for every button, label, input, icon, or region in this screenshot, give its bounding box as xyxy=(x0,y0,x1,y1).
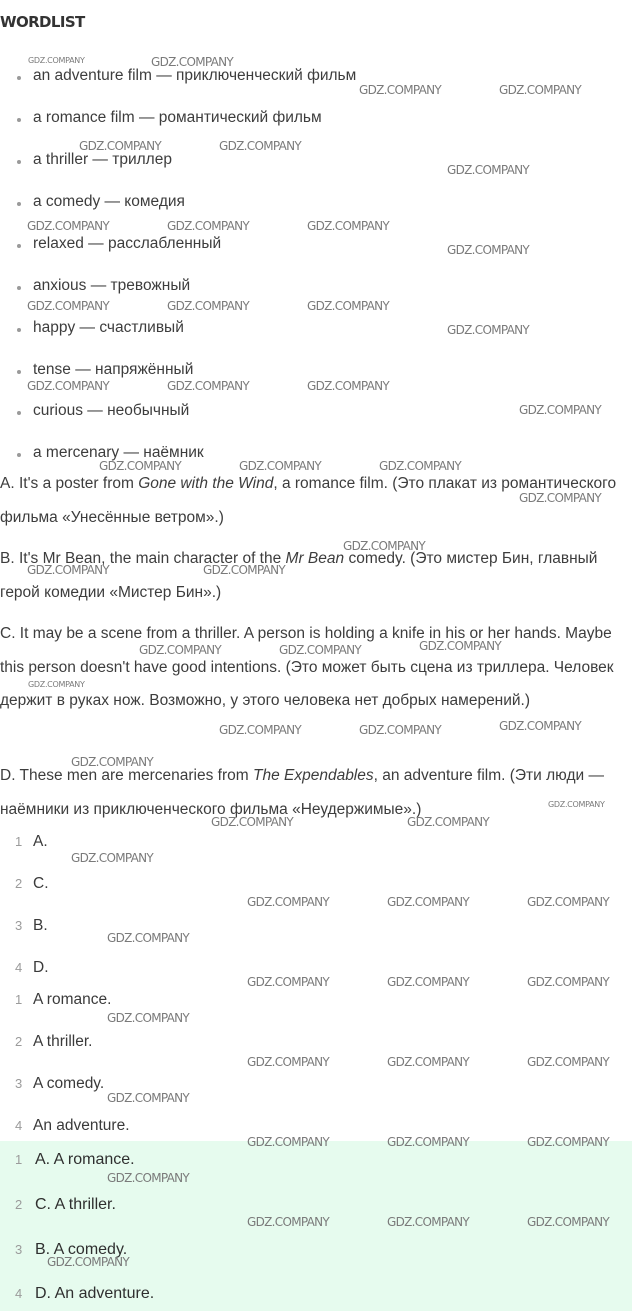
wordlist-entry: happy — счастливый xyxy=(33,319,184,336)
bullet-icon xyxy=(17,411,21,415)
watermark: GDZ.COMPANY xyxy=(379,459,462,473)
film-title: Mr Bean xyxy=(285,550,345,567)
item-number: 2 xyxy=(15,876,23,891)
watermark: GDZ.COMPANY xyxy=(387,1135,470,1149)
watermark: GDZ.COMPANY xyxy=(419,639,502,653)
item-number: 1 xyxy=(15,834,23,849)
watermark: GDZ.COMPANY xyxy=(407,815,490,829)
watermark: GDZ.COMPANY xyxy=(247,895,330,909)
item-number: 2 xyxy=(15,1197,23,1212)
watermark: GDZ.COMPANY xyxy=(79,139,162,153)
watermark: GDZ.COMPANY xyxy=(28,56,85,65)
wordlist-entry: an adventure film — приключенческий фильм xyxy=(33,67,357,84)
wordlist-entry: anxious — тревожный xyxy=(33,277,191,294)
item-number: 1 xyxy=(15,992,23,1007)
watermark: GDZ.COMPANY xyxy=(27,563,110,577)
paragraph-b-start: B. It's Mr Bean, the main character of the xyxy=(0,550,286,567)
paragraph-d-start: D. These men are mercenaries from xyxy=(0,767,253,784)
watermark: GDZ.COMPANY xyxy=(211,815,294,829)
watermark: GDZ.COMPANY xyxy=(239,459,322,473)
paragraph-a-end: , a romance film. (Это плакат из романтического фильма «Унесённые ветром».) xyxy=(0,475,617,526)
watermark: GDZ.COMPANY xyxy=(548,800,605,809)
watermark: GDZ.COMPANY xyxy=(359,83,442,97)
item-number: 1 xyxy=(15,1152,23,1167)
bullet-icon xyxy=(17,328,21,332)
watermark: GDZ.COMPANY xyxy=(247,975,330,989)
item-text: D. xyxy=(33,959,49,976)
watermark: GDZ.COMPANY xyxy=(107,1011,190,1025)
watermark: GDZ.COMPANY xyxy=(447,243,530,257)
watermark: GDZ.COMPANY xyxy=(359,723,442,737)
watermark: GDZ.COMPANY xyxy=(107,931,190,945)
item-text: A thriller. xyxy=(33,1033,93,1050)
watermark: GDZ.COMPANY xyxy=(71,755,154,769)
wordlist-entry: a mercenary — наёмник xyxy=(33,444,204,461)
item-number: 3 xyxy=(15,918,23,933)
watermark: GDZ.COMPANY xyxy=(447,163,530,177)
watermark: GDZ.COMPANY xyxy=(387,1215,470,1229)
item-text: C. xyxy=(33,875,49,892)
paragraph-a-start: A. It's a poster from xyxy=(0,475,139,492)
item-number: 3 xyxy=(15,1242,23,1257)
paragraph-b-end: comedy. (Это мистер Бин, главный герой комедии «Мистер Бин».) xyxy=(0,550,598,601)
watermark: GDZ.COMPANY xyxy=(247,1135,330,1149)
bullet-icon xyxy=(17,453,21,457)
wordlist-heading: WORDLIST xyxy=(0,13,85,31)
watermark: GDZ.COMPANY xyxy=(203,563,286,577)
bullet-icon xyxy=(17,244,21,248)
watermark: GDZ.COMPANY xyxy=(27,219,110,233)
watermark: GDZ.COMPANY xyxy=(27,299,110,313)
watermark: GDZ.COMPANY xyxy=(71,851,154,865)
paragraph-d-end: , an adventure film. (Эти люди — наёмники из приключенческого фильма «Неудержимые».) xyxy=(0,767,604,818)
item-number: 4 xyxy=(15,1286,23,1301)
wordlist-entry: tense — напряжённый xyxy=(33,361,194,378)
item-number: 4 xyxy=(15,960,23,975)
watermark: GDZ.COMPANY xyxy=(151,55,234,69)
bullet-icon xyxy=(17,202,21,206)
watermark: GDZ.COMPANY xyxy=(107,1091,190,1105)
watermark: GDZ.COMPANY xyxy=(247,1215,330,1229)
wordlist-entry: a comedy — комедия xyxy=(33,193,185,210)
watermark: GDZ.COMPANY xyxy=(527,1215,610,1229)
film-title: The Expendables xyxy=(252,767,374,784)
watermark: GDZ.COMPANY xyxy=(247,1055,330,1069)
item-number: 4 xyxy=(15,1118,23,1133)
item-text: B. A comedy. xyxy=(35,1241,128,1258)
item-text: B. xyxy=(33,917,48,934)
watermark: GDZ.COMPANY xyxy=(307,299,390,313)
item-text: D. An adventure. xyxy=(35,1285,155,1302)
paragraph-c: C. It may be a scene from a thriller. A person is holding a knife in his or her hands. Maybe this person doesn't have good intentions. (Это может быть сцена из триллера. Человек держит в руках нож. Возможно, у этого человека нет добрых намерений.) xyxy=(0,625,614,709)
watermark: GDZ.COMPANY xyxy=(447,323,530,337)
bullet-icon xyxy=(17,76,21,80)
watermark: GDZ.COMPANY xyxy=(167,219,250,233)
item-text: A romance. xyxy=(33,991,112,1008)
item-text: C. A thriller. xyxy=(35,1196,116,1213)
watermark: GDZ.COMPANY xyxy=(279,643,362,657)
paragraph-d xyxy=(0,759,632,826)
watermark: GDZ.COMPANY xyxy=(519,491,602,505)
watermark: GDZ.COMPANY xyxy=(527,975,610,989)
item-text: A. xyxy=(33,833,48,850)
bullet-icon xyxy=(17,370,21,374)
watermark: GDZ.COMPANY xyxy=(99,459,182,473)
watermark: GDZ.COMPANY xyxy=(519,403,602,417)
watermark: GDZ.COMPANY xyxy=(307,379,390,393)
watermark: GDZ.COMPANY xyxy=(527,1135,610,1149)
watermark: GDZ.COMPANY xyxy=(307,219,390,233)
watermark: GDZ.COMPANY xyxy=(107,1171,190,1185)
item-text: A comedy. xyxy=(33,1075,105,1092)
bullet-icon xyxy=(17,118,21,122)
watermark: GDZ.COMPANY xyxy=(343,539,426,553)
bullet-icon xyxy=(17,160,21,164)
item-text: An adventure. xyxy=(33,1117,130,1134)
wordlist-entry: a thriller — триллер xyxy=(33,151,172,168)
watermark: GDZ.COMPANY xyxy=(47,1255,130,1269)
watermark: GDZ.COMPANY xyxy=(387,1055,470,1069)
wordlist-entry: a romance film — романтический фильм xyxy=(33,109,322,126)
item-text: A. A romance. xyxy=(35,1151,135,1168)
watermark: GDZ.COMPANY xyxy=(527,895,610,909)
wordlist-entry: curious — необычный xyxy=(33,402,190,419)
watermark: GDZ.COMPANY xyxy=(27,379,110,393)
watermark: GDZ.COMPANY xyxy=(499,83,582,97)
wordlist-entry: relaxed — расслабленный xyxy=(33,235,222,252)
film-title: Gone with the Wind xyxy=(138,475,274,492)
watermark: GDZ.COMPANY xyxy=(387,975,470,989)
watermark: GDZ.COMPANY xyxy=(219,139,302,153)
watermark: GDZ.COMPANY xyxy=(527,1055,610,1069)
watermark: GDZ.COMPANY xyxy=(167,379,250,393)
item-number: 3 xyxy=(15,1076,23,1091)
watermark: GDZ.COMPANY xyxy=(219,723,302,737)
watermark: GDZ.COMPANY xyxy=(167,299,250,313)
bullet-icon xyxy=(17,286,21,290)
item-number: 2 xyxy=(15,1034,23,1049)
watermark: GDZ.COMPANY xyxy=(28,680,85,689)
watermark: GDZ.COMPANY xyxy=(139,643,222,657)
watermark: GDZ.COMPANY xyxy=(499,719,582,733)
watermark: GDZ.COMPANY xyxy=(387,895,470,909)
